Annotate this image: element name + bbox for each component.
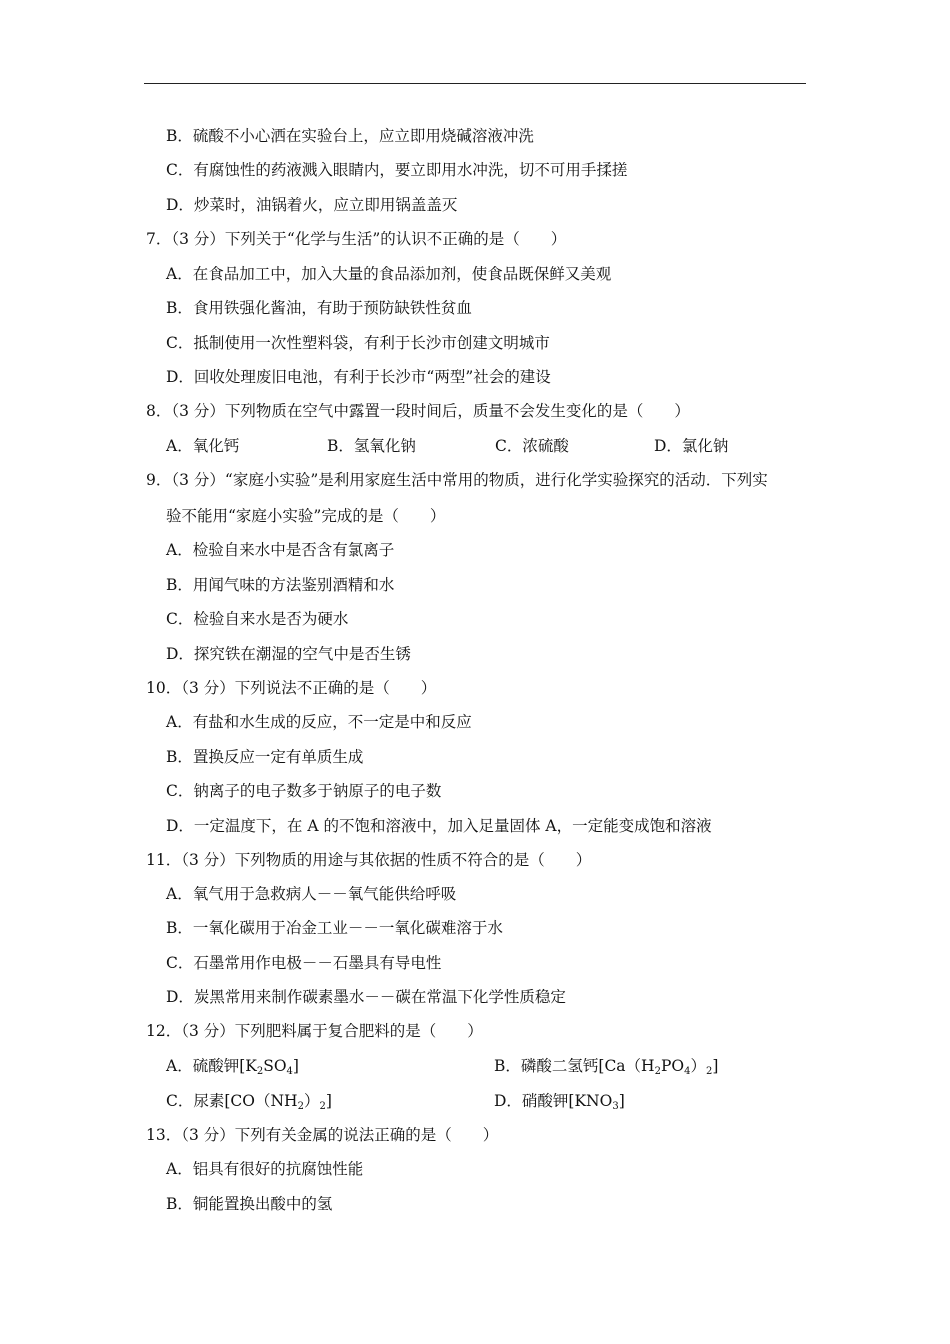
q9-option-b: B．用闻气味的方法鉴别酒精和水	[166, 576, 395, 594]
q11-option-b: B．一氧化碳用于冶金工业－－一氧化碳难溶于水	[166, 919, 503, 937]
q12-option-d-sub: 3	[612, 1101, 619, 1112]
q12-stem: 12．（3 分）下列肥料属于复合肥料的是（ ）	[146, 1022, 483, 1040]
q12-option-c-sub: 2	[319, 1101, 326, 1112]
q7-option-a: A．在食品加工中，加入大量的食品添加剂，使食品既保鲜又美观	[166, 265, 612, 283]
q12-option-b-text: PO	[660, 1057, 685, 1075]
q12-option-c-text: C．尿素[CO（NH	[166, 1092, 298, 1110]
prev-option-b: B．硫酸不小心洒在实验台上，应立即用烧碱溶液冲洗	[166, 127, 534, 145]
q12-option-b	[494, 1056, 718, 1076]
q12-option-a	[166, 1056, 299, 1076]
q7-option-b: B．食用铁强化酱油，有助于预防缺铁性贫血	[166, 299, 472, 317]
q12-option-d-text: ]	[618, 1092, 625, 1110]
q13-option-b: B．铜能置换出酸中的氢	[166, 1195, 333, 1213]
q9-stem-line1: 9．（3 分）“家庭小实验”是利用家庭生活中常用的物质，进行化学实验探究的活动．下列实	[146, 471, 768, 489]
q11-option-d: D．炭黑常用来制作碳素墨水－－碳在常温下化学性质稳定	[166, 988, 566, 1006]
q12-option-b-text: B．磷酸二氢钙[Ca（H	[494, 1057, 655, 1075]
q13-option-a: A．铝具有很好的抗腐蚀性能	[166, 1160, 364, 1178]
q12-option-c	[166, 1091, 332, 1111]
q8-option-c: C．浓硫酸	[495, 437, 569, 455]
q13-stem: 13．（3 分）下列有关金属的说法正确的是（ ）	[146, 1126, 499, 1144]
q12-option-b-text: ）	[690, 1057, 706, 1075]
q8-option-d: D．氯化钠	[654, 437, 729, 455]
q7-stem: 7．（3 分）下列关于“化学与生活”的认识不正确的是（ ）	[146, 230, 567, 248]
q9-option-d: D．探究铁在潮湿的空气中是否生锈	[166, 645, 411, 663]
q9-option-a: A．检验自来水中是否含有氯离子	[166, 541, 395, 559]
q12-option-a-sub: 2	[256, 1066, 264, 1077]
q9-option-c: C．检验自来水是否为硬水	[166, 610, 349, 628]
q10-option-b: B．置换反应一定有单质生成	[166, 748, 364, 766]
q9-stem-line2: 验不能用“家庭小实验”完成的是（ ）	[166, 507, 446, 525]
q11-stem: 11．（3 分）下列物质的用途与其依据的性质不符合的是（ ）	[146, 851, 592, 869]
q12-option-a-sub: 4	[286, 1066, 293, 1077]
prev-option-d: D．炒菜时，油锅着火，应立即用锅盖盖灭	[166, 196, 458, 214]
q10-option-d: D．一定温度下，在 A 的不饱和溶液中，加入足量固体 A，一定能变成饱和溶液	[166, 817, 712, 835]
q8-option-b: B．氢氧化钠	[327, 437, 416, 455]
q12-option-a-text: ]	[292, 1057, 299, 1075]
q12-option-b-sub: 2	[705, 1066, 713, 1077]
q11-option-c: C．石墨常用作电极－－石墨具有导电性	[166, 954, 442, 972]
q10-stem: 10．（3 分）下列说法不正确的是（ ）	[146, 679, 437, 697]
q11-option-a: A．氧气用于急救病人－－氧气能供给呼吸	[166, 885, 457, 903]
q12-option-c-sub: 2	[297, 1101, 304, 1112]
q7-option-c: C．抵制使用一次性塑料袋，有利于长沙市创建文明城市	[166, 334, 550, 352]
q12-option-b-sub: 2	[654, 1066, 661, 1077]
q12-option-d-text: D．硝酸钾[KNO	[494, 1092, 613, 1110]
q12-option-d	[494, 1091, 625, 1111]
q12-option-b-text: ]	[712, 1057, 719, 1075]
q12-option-a-text: A．硫酸钾[K	[166, 1057, 257, 1075]
prev-option-c: C．有腐蚀性的药液溅入眼睛内，要立即用水冲洗，切不可用手揉搓	[166, 161, 628, 179]
q12-option-b-sub: 4	[684, 1066, 691, 1077]
q12-option-c-text: ]	[325, 1092, 332, 1110]
q7-option-d: D．回收处理废旧电池，有利于长沙市“两型”社会的建设	[166, 368, 551, 386]
q12-option-c-text: ）	[303, 1092, 320, 1110]
q10-option-c: C．钠离子的电子数多于钠原子的电子数	[166, 782, 442, 800]
q8-stem: 8．（3 分）下列物质在空气中露置一段时间后，质量不会发生变化的是（ ）	[146, 402, 690, 420]
q12-option-a-text: SO	[263, 1057, 287, 1075]
header-rule	[144, 83, 806, 84]
q10-option-a: A．有盐和水生成的反应，不一定是中和反应	[166, 713, 472, 731]
q8-option-a: A．氧化钙	[166, 437, 240, 455]
